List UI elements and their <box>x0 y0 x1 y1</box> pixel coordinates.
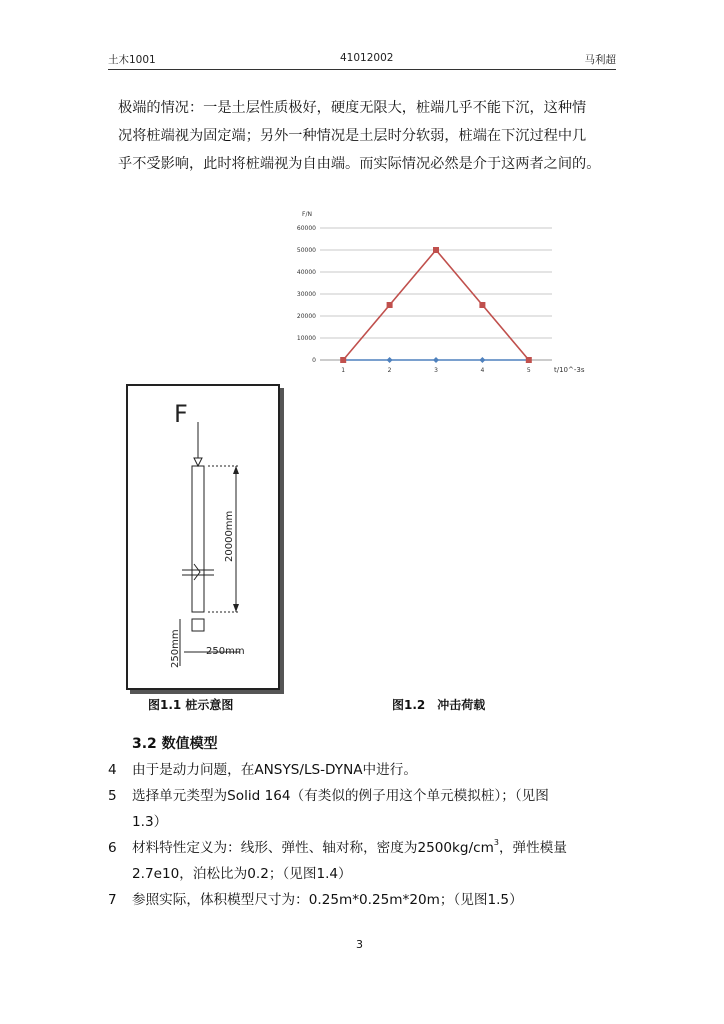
force-label: F <box>174 400 188 428</box>
y-tick-label: 10000 <box>296 335 316 342</box>
data-point <box>479 302 485 308</box>
data-point <box>433 357 439 363</box>
page-header <box>108 52 616 68</box>
length-label: 20000mm <box>224 510 235 562</box>
list-item <box>108 783 628 809</box>
break-symbol <box>194 564 200 580</box>
series-line <box>343 250 529 360</box>
list-text <box>132 835 567 861</box>
y-tick-label: 50000 <box>296 247 316 254</box>
x-tick-label: 2 <box>387 367 392 374</box>
data-point <box>433 247 439 253</box>
superscript: 3 <box>493 838 499 847</box>
y-tick-label: 30000 <box>296 291 316 298</box>
y-tick-label: 60000 <box>296 225 316 232</box>
list-number: 6 <box>108 840 117 856</box>
cross-section <box>192 619 204 631</box>
list-text: 2.7e10，泊松比为0.2；（见图1.4） <box>132 866 352 882</box>
y-axis-label: F/N <box>302 211 312 218</box>
depth-label: 250mm <box>170 629 181 668</box>
figure-caption-2: 图1.2 冲击荷载 <box>392 698 486 712</box>
width-label: 250mm <box>206 646 245 657</box>
numbered-list <box>108 757 628 913</box>
y-tick-label: 0 <box>312 357 316 364</box>
header-class: 土木1001 <box>108 54 156 66</box>
data-point <box>340 357 346 363</box>
data-point <box>387 357 393 363</box>
header-rule <box>108 69 616 70</box>
data-point <box>387 302 393 308</box>
force-arrowhead <box>194 458 202 466</box>
pile-body <box>192 466 204 612</box>
x-tick-label: 3 <box>434 367 438 374</box>
intro-paragraph <box>118 94 630 178</box>
paragraph-line: 极端的情况：一是土层性质极好，硬度无限大，桩端几乎不能下沉，这种情 <box>118 100 587 116</box>
list-number: 7 <box>108 892 117 908</box>
list-item-continuation <box>108 861 628 887</box>
figure-caption-1: 图1.1 桩示意图 <box>148 698 234 712</box>
y-tick-label: 40000 <box>296 269 316 276</box>
dim-arrow-top <box>233 466 239 474</box>
page-number: 3 <box>356 938 363 951</box>
pile-diagram <box>126 384 280 690</box>
list-text: 选择单元类型为Solid 164（有类似的例子用这个单元模拟桩）；（见图 <box>132 788 549 804</box>
dim-arrow-bottom <box>233 604 239 612</box>
header-author: 马利超 <box>584 54 616 66</box>
list-number: 4 <box>108 762 117 778</box>
list-text: 1.3） <box>132 814 168 830</box>
x-axis-label: t/10^-3s <box>554 366 585 374</box>
data-point <box>479 357 485 363</box>
impact-load-chart <box>280 200 600 385</box>
list-text-part: 材料特性定义为：线形、弹性、轴对称，密度为2500kg/cm <box>132 840 494 856</box>
x-tick-label: 4 <box>480 367 485 374</box>
section-title: 3.2 数值模型 <box>132 736 218 752</box>
list-item-continuation <box>108 809 628 835</box>
data-point <box>526 357 532 363</box>
list-text-part: ，弹性模量 <box>498 840 567 856</box>
pile-diagram-svg <box>128 386 278 688</box>
x-tick-label: 1 <box>341 367 346 374</box>
y-tick-label: 20000 <box>296 313 316 320</box>
header-student-id: 41012002 <box>340 52 394 64</box>
list-text: 参照实际，体积模型尺寸为：0.25m*0.25m*20m；（见图1.5） <box>132 892 523 908</box>
x-tick-label: 5 <box>526 367 531 374</box>
list-text: 由于是动力问题，在ANSYS/LS-DYNA中进行。 <box>132 762 417 778</box>
list-item <box>108 887 628 913</box>
paragraph-line: 乎不受影响，此时将桩端视为自由端。而实际情况必然是介于这两者之间的。 <box>118 156 601 172</box>
list-number: 5 <box>108 788 117 804</box>
paragraph-line: 况将桩端视为固定端；另外一种情况是土层时分软弱，桩端在下沉过程中几 <box>118 128 587 144</box>
list-item <box>108 835 628 861</box>
list-item <box>108 757 628 783</box>
